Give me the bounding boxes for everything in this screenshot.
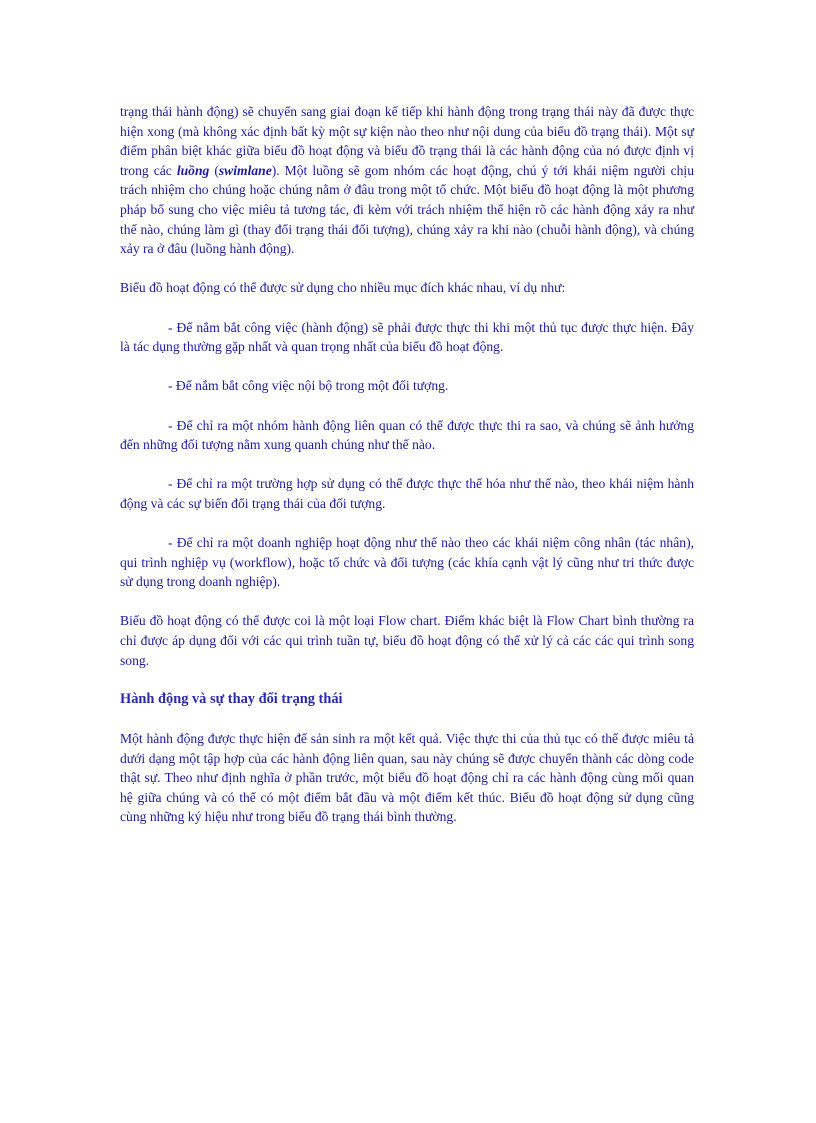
paragraph-text: trạng thái hành động) sẽ chuyển sang giai đoạn kế tiếp khi hành động trong trạng thái này đã được thực hiện xong (mà không xác định bất kỳ một sự kiện nào theo như nội dung của biểu đồ trạng thái). Một sự điểm phân biệt khác giữa biểu đồ hoạt động và biểu đồ trạng thái là các hành động của nó được định vị trong các [120,104,694,178]
paragraph-activity-intro [120,102,694,259]
section-heading: Hành động và sự thay đổi trạng thái [120,690,343,707]
list-item-use-1: - Để nắm bắt công việc (hành động) sẽ phải được thực thi khi một thủ tục được thực hiện. Đây là tác dụng thường gặp nhất và quan trọng nhất của biểu đồ hoạt động. [120,319,694,355]
list-item-use-2: - Để nắm bắt công việc nội bộ trong một đối tượng. [168,378,449,394]
paragraph-action-state: Một hành động được thực hiện để sản sinh ra một kết quả. Việc thực thi của thủ tục có thể được miêu tả dưới dạng một tập hợp của các hành động liên quan, sau này chúng sẽ được chuyển thành các dòng code thật sự. Theo như định nghĩa ở phần trước, một biểu đồ hoạt động chỉ ra các hành động cùng mối quan hệ giữa chúng và có thể có một điểm bắt đầu và một điểm kết thúc. Biểu đồ hoạt động sử dụng cũng cùng những ký hiệu như trong biểu đồ trạng thái bình thường. [120,731,694,825]
list-item-use-4: - Để chỉ ra một trường hợp sử dụng có thể được thực thể hóa như thế nào, theo khái niệm hành động và các sự biến đổi trạng thái của đối tượng. [120,476,694,511]
term-luong: luồng [176,162,210,178]
paragraph-uses-intro: Biểu đồ hoạt động có thể được sử dụng cho nhiều mục đích khác nhau, ví dụ như: [120,280,566,296]
term-swimlane: swimlane [218,162,272,178]
list-item-use-5: - Để chỉ ra một doanh nghiệp hoạt động như thế nào theo các khái niệm công nhân (tác nhân), qui trình nghiệp vụ (workflow), hoặc tổ chức và đối tượng (các khía cạnh vật lý cũng như tri thức được sử dụng trong doanh nghiệp). [120,535,694,590]
list-item-use-3: - Để chỉ ra một nhóm hành động liên quan có thể được thực thi ra sao, và chúng sẽ ảnh hưởng đến những đối tượng nằm xung quanh chúng như thế nào. [120,417,694,453]
document-page [120,102,694,827]
paragraph-text: ( [209,162,219,178]
paragraph-text: ). Một luồng sẽ gom nhóm các hoạt động, chú ý tới khái niệm người chịu trách nhiệm cho chúng hoặc chúng nằm ở đâu trong một tổ chức. Một biểu đồ hoạt động là một phương pháp bổ sung cho việc miêu tả tương tác, đi kèm với trách nhiệm thể hiện rõ các hành động xảy ra như thế nào, chúng làm gì (thay đổi trạng thái đối tượng), chúng xảy ra khi nào (chuỗi hành động), và chúng xảy ra ở đâu (luồng hành động). [120,162,695,257]
paragraph-flow-chart: Biểu đồ hoạt động có thể được coi là một loại Flow chart. Điểm khác biệt là Flow Chart bình thường ra chỉ được áp dụng đối với các qui trình tuần tự, biểu đồ hoạt động có thể xử lý cả các các qui trình song song. [120,613,694,668]
